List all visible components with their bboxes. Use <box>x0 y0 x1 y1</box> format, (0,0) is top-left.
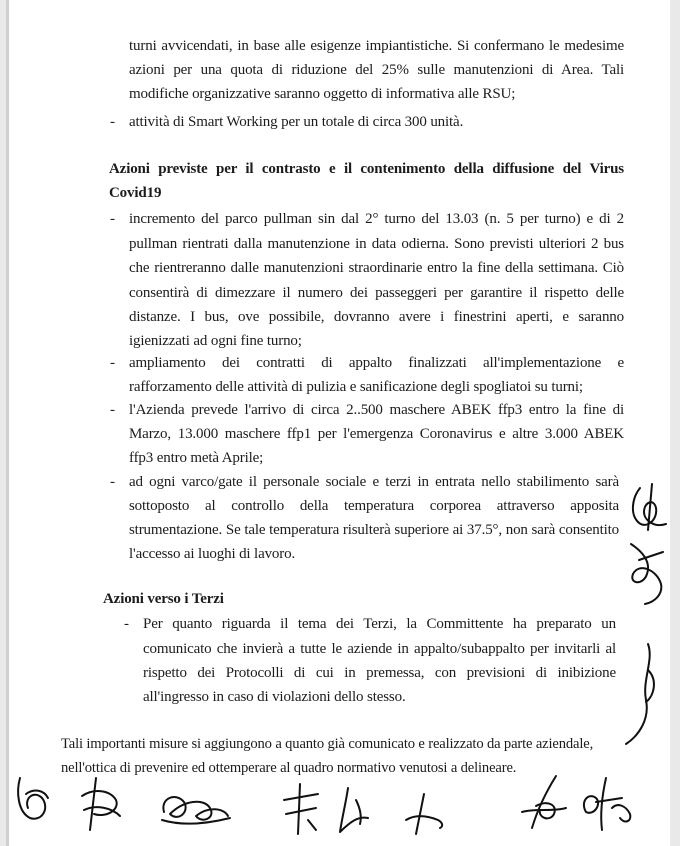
signature-initial <box>621 540 670 610</box>
section-heading: Azioni previste per il contrasto e il contenimento della diffusione del Virus <box>109 161 624 177</box>
section-heading: Covid19 <box>109 185 162 201</box>
list-item-line: pullman rientrati dalla manutenzione in data odierna. Sono previsti ulteriori 2 bus <box>129 236 624 252</box>
list-item-line: comunicato che invierà a tutte le aziende in appalto/subappalto per invitarli al <box>143 641 616 657</box>
bullet-marker: - <box>110 474 115 490</box>
signature <box>516 772 572 836</box>
signature-initial <box>626 480 670 540</box>
signature <box>12 768 56 828</box>
bullet-marker: - <box>110 402 115 418</box>
list-item-line: distanze. I bus, ove possibile, dovranno avere i finestrini aperti, e saranno <box>129 309 624 325</box>
list-item-line: che rientreranno dalle manutenzioni straordinarie entro la fine della settimana. Ciò <box>129 260 624 276</box>
signature <box>278 780 322 838</box>
signature <box>398 790 448 838</box>
signature <box>154 786 234 830</box>
list-item-line: Marzo, 13.000 maschere ffp1 per l'emergenza Coronavirus e altre 3.000 ABEK <box>129 426 624 442</box>
scan-edge <box>6 0 9 846</box>
paragraph-line: modifiche organizzative saranno oggetto di informativa alle RSU; <box>129 86 516 102</box>
signature <box>332 782 376 838</box>
list-item: attività di Smart Working per un totale di circa 300 unità. <box>129 114 464 130</box>
list-item-line: sottoposto al controllo della temperatura corporea attraverso apposita <box>129 498 619 514</box>
paragraph-line: azioni per una quota di riduzione del 25% sulle manutenzioni di Area. Tali <box>129 62 624 78</box>
closing-line: nell'ottica di prevenire ed ottemperare al quadro normativo venutosi a delineare. <box>61 760 517 776</box>
bullet-marker: - <box>110 211 115 227</box>
list-item-line: l'Azienda prevede l'arrivo di circa 2..500 maschere ABEK ffp3 entro la fine di <box>129 402 624 418</box>
list-item-line: rafforzamento delle attività di pulizia e sanificazione degli spogliatoi su turni; <box>129 379 583 395</box>
list-item-line: ampliamento dei contratti di appalto finalizzati all'implementazione e <box>129 355 624 371</box>
signature <box>572 772 636 836</box>
list-item-line: l'accesso ai luoghi di lavoro. <box>129 546 296 562</box>
list-item-line: igienizzati ad ogni fine turno; <box>129 333 302 349</box>
list-item-line: all'ingresso in caso di violazioni dello stesso. <box>143 689 406 705</box>
section-heading: Azioni verso i Terzi <box>103 591 224 607</box>
document-page <box>6 0 670 846</box>
list-item-line: ffp3 entro metà Aprile; <box>129 450 264 466</box>
bullet-marker: - <box>124 616 129 632</box>
signature <box>76 774 126 836</box>
list-item-line: consentirà di dimezzare il numero dei passeggeri per garantire il rispetto delle <box>129 285 624 301</box>
list-item-line: rispetto dei Protocolli di cui in premessa, con previsioni di inibizione <box>143 665 616 681</box>
closing-line: Tali importanti misure si aggiungono a quanto già comunicato e realizzato da parte aziendale, <box>61 736 594 752</box>
signature-initial <box>618 640 670 750</box>
bullet-marker: - <box>110 114 115 130</box>
bullet-marker: - <box>110 355 115 371</box>
list-item-line: strumentazione. Se tale temperatura risulterà superiore ai 37.5°, non sarà consentito <box>129 522 619 538</box>
list-item-line: ad ogni varco/gate il personale sociale e terzi in entrata nello stabilimento sarà <box>129 474 619 490</box>
paragraph-line: turni avvicendati, in base alle esigenze impiantistiche. Si confermano le medesime <box>129 38 624 54</box>
list-item-line: Per quanto riguarda il tema dei Terzi, la Committente ha preparato un <box>143 616 616 632</box>
list-item-line: incremento del parco pullman sin dal 2° turno del 13.03 (n. 5 per turno) e di 2 <box>129 211 624 227</box>
